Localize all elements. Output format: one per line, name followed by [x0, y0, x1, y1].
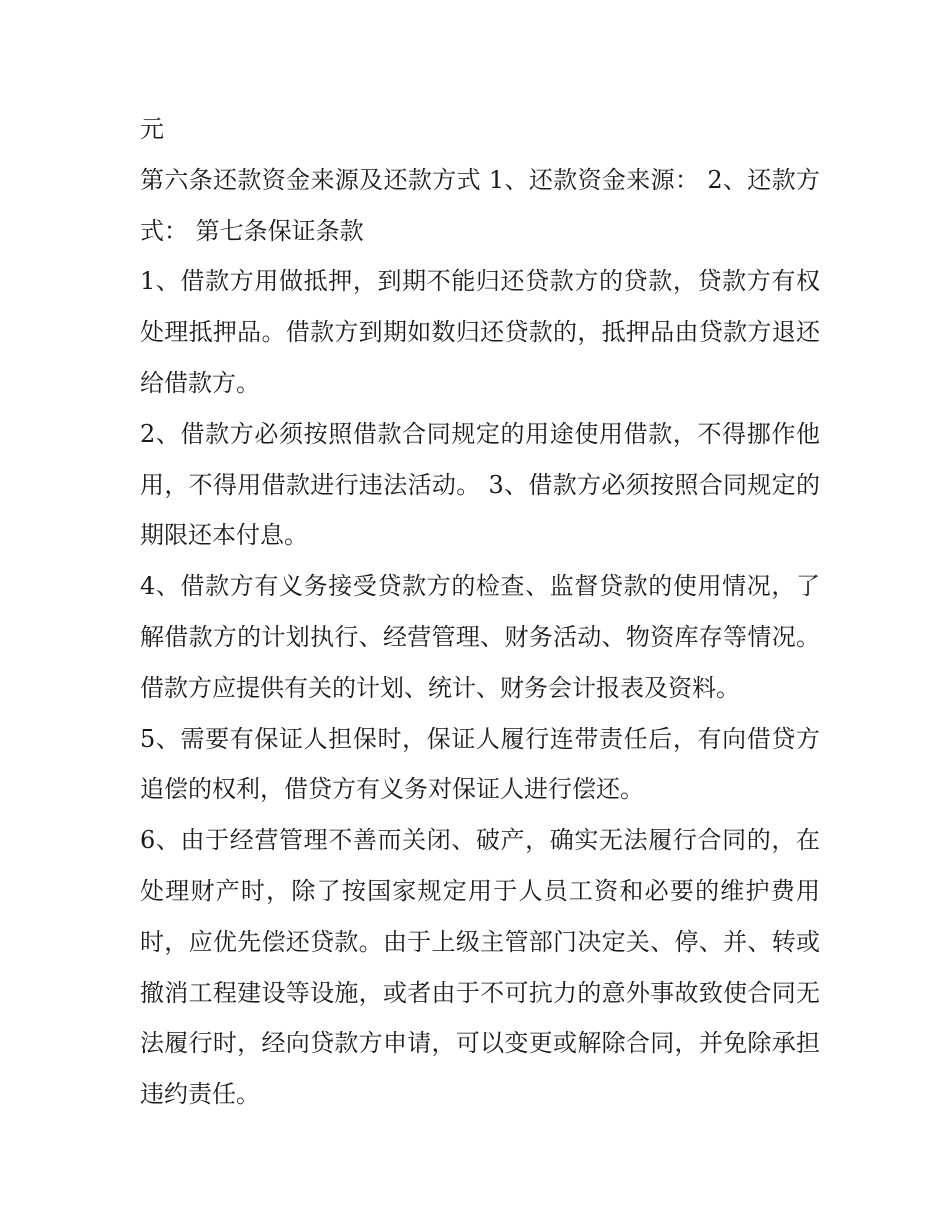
paragraph-clause-6: 6、由于经营管理不善而关闭、破产，确实无法履行合同的，在处理财产时，除了按国家规定用于人员工资和必要的维护费用时，应优先偿还贷款。由于上级主管部门决定关、停、并、转或撤消工程建设等设施，或者由于不可抗力的意外事故致使合同无法履行时，经向贷款方申请，可以变更或解除合同，并免除承担违约责任。 [140, 826, 820, 1109]
document-body [140, 104, 820, 1120]
paragraph-article-six-seven: 第六条还款资金来源及还款方式 1、还款资金来源： 2、还款方式： 第七条保证条款 [140, 165, 820, 245]
paragraph-clause-1: 1、借款方用做抵押，到期不能归还贷款方的贷款，贷款方有权处理抵押品。借款方到期如数归还贷款的，抵押品由贷款方退还给借款方。 [140, 267, 820, 397]
paragraph-amount-unit: 元 [140, 115, 164, 143]
paragraph-clause-4: 4、借款方有义务接受贷款方的检查、监督贷款的使用情况，了解借款方的计划执行、经营管理、财务活动、物资库存等情况。借款方应提供有关的计划、统计、财务会计报表及资料。 [140, 572, 820, 702]
paragraph-clause-2-3: 2、借款方必须按照借款合同规定的用途使用借款，不得挪作他用，不得用借款进行违法活动。 3、借款方必须按照合同规定的期限还本付息。 [140, 419, 820, 550]
paragraph-clause-5: 5、需要有保证人担保时，保证人履行连带责任后，有向借贷方追偿的权利，借贷方有义务对保证人进行偿还。 [140, 724, 820, 804]
